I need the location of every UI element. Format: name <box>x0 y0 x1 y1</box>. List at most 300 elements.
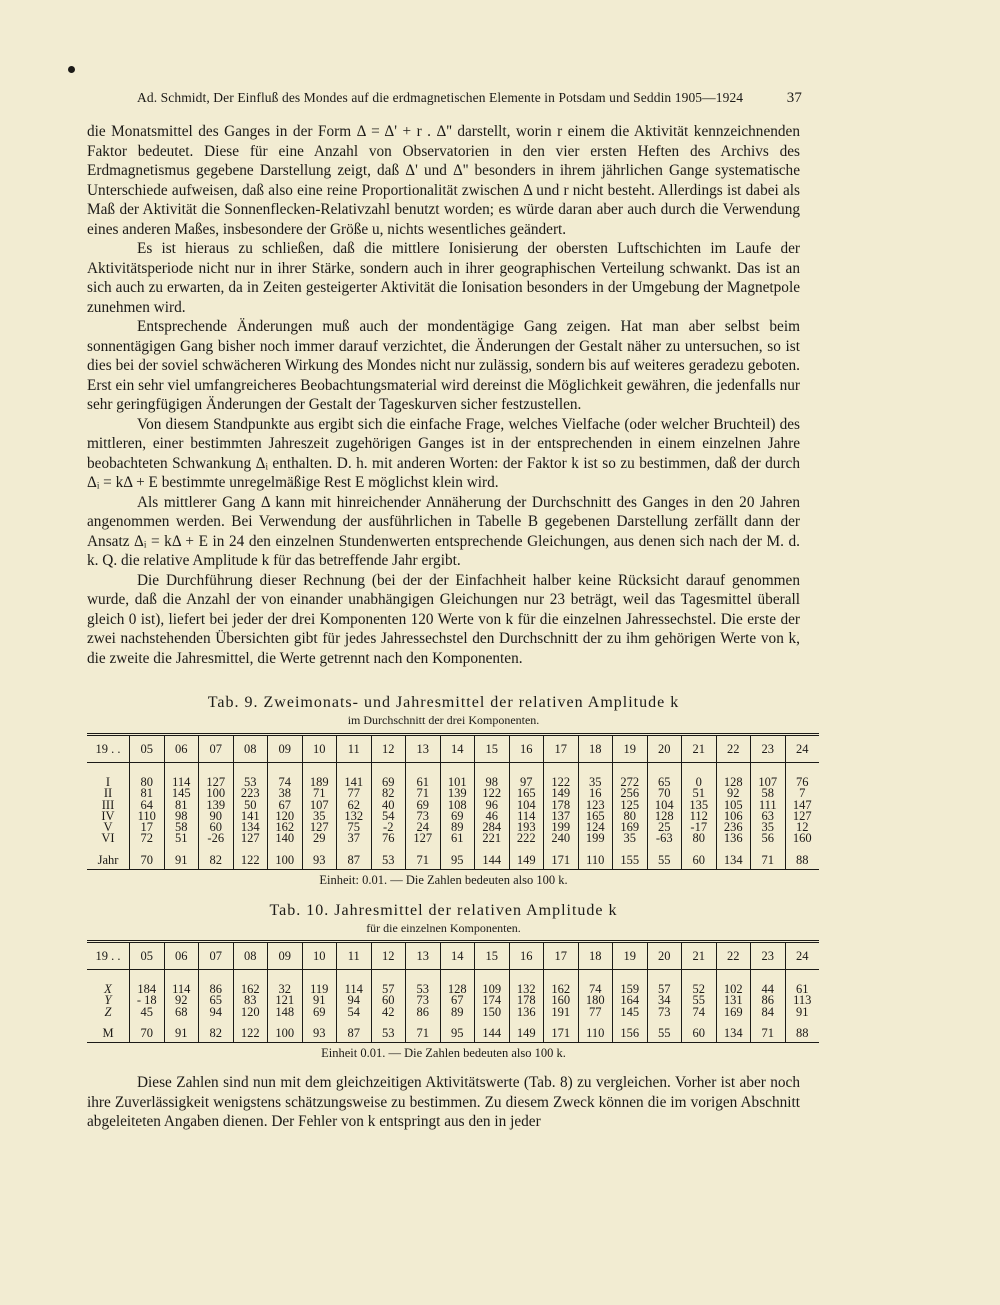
table-cell: 169 <box>613 822 648 833</box>
table-cell: 46 <box>475 811 510 822</box>
year-header: 18 <box>578 942 613 970</box>
table-cell: 98 <box>164 811 199 822</box>
table-cell: 107 <box>302 800 337 811</box>
table-cell: 69 <box>371 763 406 789</box>
table-cell: 51 <box>682 788 717 799</box>
table-cell: 93 <box>302 845 337 870</box>
year-header: 17 <box>544 735 579 763</box>
year-header: 08 <box>233 942 268 970</box>
year-header: 09 <box>268 942 303 970</box>
table-cell: 144 <box>475 1018 510 1043</box>
table-cell: 128 <box>647 811 682 822</box>
table-cell: 74 <box>578 970 613 996</box>
table-cell: 127 <box>785 811 819 822</box>
row-label: X <box>104 982 112 996</box>
table-cell: 82 <box>199 1018 234 1043</box>
table-cell: 35 <box>751 822 786 833</box>
table-cell: 156 <box>613 1018 648 1043</box>
table-cell: 114 <box>337 970 372 996</box>
year-header: 21 <box>682 735 717 763</box>
paragraph: die Monatsmittel des Ganges in der Form Δ = Δ' + r . Δ'' darstellt, worin r einem die Aktivität kennzeichnenden Faktor bedeutet. Diese für eine Anzahl von Observatorien in den vier ersten Heften des Archivs des Erdmagnetismus gegebene Darstellung zeigt, daß Δ' und Δ'' besonders in ihrem jährlichen Gange systematische Unterschiede aufweisen, daß also eine reine Proportionalität zwischen Δ und r nicht besteht. Allerdings ist dabei als Maß der Aktivität die Sonnenflecken-Relativzahl benutzt worden; es würde daran aber auch durch die Verwendung eines anderen Maßes, insbesondere der Größe u, nichts wesentliches geändert. <box>87 123 800 238</box>
table-cell: 122 <box>233 1018 268 1043</box>
table-cell: 123 <box>578 800 613 811</box>
table-cell: 112 <box>682 811 717 822</box>
table-cell: 122 <box>475 788 510 799</box>
table-cell: -2 <box>371 822 406 833</box>
table-cell: 91 <box>302 995 337 1006</box>
table-cell: 74 <box>268 763 303 789</box>
table-cell: 51 <box>164 833 199 844</box>
year-header: 23 <box>751 735 786 763</box>
table-cell: 256 <box>613 788 648 799</box>
table-cell: 92 <box>164 995 199 1006</box>
year-header: 10 <box>302 735 337 763</box>
table-cell: 171 <box>544 845 579 870</box>
running-head <box>137 90 802 106</box>
table-cell: 35 <box>578 763 613 789</box>
table-cell: 88 <box>785 845 819 870</box>
table-cell: 160 <box>785 833 819 844</box>
table-cell: 34 <box>647 995 682 1006</box>
table-cell: 86 <box>199 970 234 996</box>
table-cell: 97 <box>509 763 544 789</box>
margin-dot <box>68 66 75 73</box>
table-cell: 87 <box>337 845 372 870</box>
table-cell: 67 <box>268 800 303 811</box>
table-cell: 162 <box>233 970 268 996</box>
table-cell: 38 <box>268 788 303 799</box>
row-label: Jahr <box>87 845 130 870</box>
table-cell: 155 <box>613 845 648 870</box>
table-cell: 148 <box>268 1007 303 1018</box>
table-cell: 165 <box>509 788 544 799</box>
table-cell: 35 <box>302 811 337 822</box>
table-cell: 54 <box>337 1007 372 1018</box>
table-cell: 125 <box>613 800 648 811</box>
table-cell: 64 <box>130 800 165 811</box>
table-cell: 57 <box>647 970 682 996</box>
table-cell: 221 <box>475 833 510 844</box>
table-cell: 55 <box>647 1018 682 1043</box>
table-cell: 54 <box>371 811 406 822</box>
table-row <box>87 763 819 789</box>
table-cell: 73 <box>406 811 441 822</box>
table-cell: 94 <box>199 1007 234 1018</box>
table-cell: 127 <box>233 833 268 844</box>
year-header: 07 <box>199 735 234 763</box>
table9-caption <box>87 694 800 728</box>
table-cell: 71 <box>406 1018 441 1043</box>
table-cell: 45 <box>130 1007 165 1018</box>
table-cell: 240 <box>544 833 579 844</box>
table-cell: 73 <box>647 1007 682 1018</box>
year-header: 16 <box>509 735 544 763</box>
year-header: 22 <box>716 735 751 763</box>
table-cell: 55 <box>647 845 682 870</box>
table-cell: 61 <box>440 833 475 844</box>
table-cell: 71 <box>302 788 337 799</box>
year-header: 24 <box>785 735 819 763</box>
table-cell: 16 <box>578 788 613 799</box>
table-cell: 111 <box>751 800 786 811</box>
table-cell: 165 <box>578 811 613 822</box>
table-cell: 124 <box>578 822 613 833</box>
row-label: III <box>101 797 115 812</box>
table9-title: Tab. 9. Zweimonats- und Jahresmittel der relativen Amplitude k <box>207 694 680 711</box>
year-header: 19 <box>613 942 648 970</box>
table-cell: 52 <box>682 970 717 996</box>
table-cell: 178 <box>509 995 544 1006</box>
table-cell: 58 <box>751 788 786 799</box>
table-cell: 180 <box>578 995 613 1006</box>
table-cell: 136 <box>716 833 751 844</box>
table-cell: 80 <box>130 763 165 789</box>
table-cell: 91 <box>164 845 199 870</box>
row-label: Y <box>104 993 112 1008</box>
year-header: 19 <box>613 735 648 763</box>
table-cell: 127 <box>406 833 441 844</box>
table-cell: 17 <box>130 822 165 833</box>
table-cell: 89 <box>440 822 475 833</box>
table-cell: 80 <box>682 833 717 844</box>
year-header: 07 <box>199 942 234 970</box>
table-cell: 71 <box>406 788 441 799</box>
table-cell: - 18 <box>130 995 165 1006</box>
year-header: 18 <box>578 735 613 763</box>
table-cell: 35 <box>613 833 648 844</box>
year-header: 15 <box>475 942 510 970</box>
paragraph: Entsprechende Änderungen muß auch der mondentägige Gang zeigen. Hat man aber selbst beim sonnentägigen Gang bisher noch immer darauf verzichtet, die Änderungen der Gestalt näher zu untersuchen, so ist dies bei der soviel schwächeren Wirkung des Mondes nicht nur zulässig, sondern bis auf weiteres geradezu geboten. Erst ein sehr viel umfangreicheres Beobachtungsmaterial wird dereinst die Möglichkeit gewähren, die jedenfalls nur sehr geringfügigen Änderungen der Gestalt der Tageskurven sicher festzustellen. <box>87 318 800 413</box>
table-cell: 222 <box>509 833 544 844</box>
table-cell: 139 <box>440 788 475 799</box>
table-cell: 12 <box>785 822 819 833</box>
table-cell: 77 <box>337 788 372 799</box>
table-cell: 189 <box>302 763 337 789</box>
table-cell: 174 <box>475 995 510 1006</box>
year-header: 12 <box>371 735 406 763</box>
table-cell: 162 <box>544 970 579 996</box>
table-cell: 70 <box>130 845 165 870</box>
row-label: I <box>105 775 111 789</box>
table-cell: 82 <box>371 788 406 799</box>
table-cell: 93 <box>302 1018 337 1043</box>
table-cell: 100 <box>268 1018 303 1043</box>
table-cell: 109 <box>475 970 510 996</box>
table-cell: 94 <box>337 995 372 1006</box>
paragraph: Die Durchführung dieser Rechnung (bei der der Einfachheit halber keine Rücksicht darauf genommen wurde, daß die Anzahl der von einander unabhängigen Gleichungen nur 23 beträgt, weil das Tagesmittel überall gleich 0 ist), liefert bei jeder der drei Komponenten 120 Werte von k für die einzelnen Jahressechstel. Die erste der zwei nachstehenden Übersichten gibt für jedes Jahressechstel den Durchschnitt der zu ihm gehörigen Werte von k, die zweite die Jahresmittel, die Werte getrennt nach den Komponenten. <box>87 571 800 667</box>
table-row <box>87 845 819 870</box>
table-cell: 134 <box>233 822 268 833</box>
table-cell: 164 <box>613 995 648 1006</box>
table-cell: 101 <box>440 763 475 789</box>
row-label: II <box>103 786 113 801</box>
table-cell: 272 <box>613 763 648 789</box>
table-cell: 106 <box>716 811 751 822</box>
year-header: 16 <box>509 942 544 970</box>
table-cell: 72 <box>130 833 165 844</box>
year-header: 11 <box>337 735 372 763</box>
row-label: Z <box>104 1004 112 1019</box>
table-cell: 191 <box>544 1007 579 1018</box>
table-cell: 134 <box>716 1018 751 1043</box>
table-cell: -63 <box>647 833 682 844</box>
table10-caption <box>87 902 800 936</box>
year-header: 06 <box>164 735 199 763</box>
table-cell: 223 <box>233 788 268 799</box>
table-cell: 90 <box>199 811 234 822</box>
table-cell: 114 <box>164 763 199 789</box>
table-cell: 141 <box>233 811 268 822</box>
table-cell: 71 <box>751 1018 786 1043</box>
table-cell: 57 <box>371 970 406 996</box>
paragraph: Als mittlerer Gang Δ kann mit hinreichender Annäherung der Durchschnitt des Ganges in den 20 Jahren angenommen werden. Bei Verwendung der ausführlichen in Tabelle B gegebenen Darstellung zerfällt dann der Ansatz Δᵢ = kΔ + E in 24 den einzelnen Stundenwerten entsprechende Gleichungen, aus denen sich nach der M. d. k. Q. die relative Amplitude k für das betreffende Jahr ergibt. <box>87 493 800 569</box>
year-header: 23 <box>751 942 786 970</box>
table9 <box>87 733 819 870</box>
row-label: M <box>87 1018 130 1043</box>
table-cell: 77 <box>578 1007 613 1018</box>
table-cell: 236 <box>716 822 751 833</box>
table10 <box>87 940 819 1043</box>
table-cell: 199 <box>544 822 579 833</box>
table-cell: 159 <box>613 970 648 996</box>
table-cell: 113 <box>785 995 819 1006</box>
table-cell: 73 <box>406 995 441 1006</box>
paragraph: Es ist hieraus zu schließen, daß die mittlere Ionisierung der obersten Luftschichten im Laufe der Aktivitätsperiode nicht nur in ihrer Stärke, sondern auch in ihrer geographischen Verteilung schwankt. Das ist an sich auch zu erwarten, da in Zeiten gesteigerter Aktivität die Ionisation besonders in der Umgebung der Magnetpole zunehmen wird. <box>87 240 800 316</box>
table-cell: 169 <box>716 1007 751 1018</box>
table-cell: 95 <box>440 845 475 870</box>
table-cell: 135 <box>682 800 717 811</box>
table-cell: 131 <box>716 995 751 1006</box>
table-cell: 70 <box>647 788 682 799</box>
table-cell: 139 <box>199 800 234 811</box>
table-cell: 171 <box>544 1018 579 1043</box>
table-cell: 178 <box>544 800 579 811</box>
table-cell: 7 <box>785 788 819 799</box>
year-header: 10 <box>302 942 337 970</box>
table-cell: 55 <box>682 995 717 1006</box>
table-cell: 69 <box>440 811 475 822</box>
row-label: V <box>103 820 113 835</box>
table-cell: 42 <box>371 1007 406 1018</box>
body-text <box>87 122 800 668</box>
table-cell: 137 <box>544 811 579 822</box>
table-cell: 86 <box>406 1007 441 1018</box>
table-cell: 114 <box>509 811 544 822</box>
table-cell: 80 <box>613 811 648 822</box>
table-cell: 95 <box>440 1018 475 1043</box>
table10-note: Einheit 0.01. — Die Zahlen bedeuten also 100 k. <box>321 1046 566 1060</box>
table-cell: 70 <box>130 1018 165 1043</box>
table-cell: 89 <box>440 1007 475 1018</box>
table-cell: 65 <box>199 995 234 1006</box>
year-header: 24 <box>785 942 819 970</box>
table-cell: 84 <box>751 1007 786 1018</box>
table-cell: 102 <box>716 970 751 996</box>
table-cell: -17 <box>682 822 717 833</box>
table-cell: 132 <box>337 811 372 822</box>
year-header: 06 <box>164 942 199 970</box>
row-label: VI <box>101 831 115 846</box>
table-cell: 91 <box>164 1018 199 1043</box>
paragraph: Von diesem Standpunkte aus ergibt sich die einfache Frage, welches Vielfache (oder welcher Bruchteil) des mittleren, einer bestimmten Jahreszeit zugehörigen Ganges ist in der entsprechenden in einem einzelnen Jahre beobachteten Schwankung Δᵢ enthalten. D. h. mit anderen Worten: der Faktor k ist so zu bestimmen, daß der durch Δᵢ = kΔ + E bestimmte unregelmäßige Rest E möglichst klein wird. <box>87 415 800 491</box>
table-cell: 82 <box>199 845 234 870</box>
table-cell: 91 <box>785 1007 819 1018</box>
table-cell: 107 <box>751 763 786 789</box>
table-cell: 132 <box>509 970 544 996</box>
table-cell: 147 <box>785 800 819 811</box>
year-header: 14 <box>440 735 475 763</box>
table-cell: 76 <box>371 833 406 844</box>
closing-text <box>87 1073 800 1132</box>
table-cell: 53 <box>406 970 441 996</box>
table-cell: 122 <box>233 845 268 870</box>
table-cell: 65 <box>647 763 682 789</box>
table-cell: 56 <box>751 833 786 844</box>
year-header: 21 <box>682 942 717 970</box>
table-cell: 96 <box>475 800 510 811</box>
year-header: 20 <box>647 942 682 970</box>
table-cell: 162 <box>268 822 303 833</box>
paragraph: Diese Zahlen sind nun mit dem gleichzeitigen Aktivitätswerte (Tab. 8) zu vergleichen. Vorher ist aber noch ihre Zuverlässigkeit wenigstens schätzungsweise zu bestimmen. Zu diesem Zweck können die im vorigen Abschnitt abgeleiteten Angaben dienen. Der Fehler von k entspringt aus den in jeder <box>87 1074 800 1130</box>
table-row <box>87 833 819 844</box>
table-cell: 60 <box>682 1018 717 1043</box>
table-cell: 76 <box>785 763 819 789</box>
table-cell: 128 <box>716 763 751 789</box>
table-cell: 105 <box>716 800 751 811</box>
table-cell: 68 <box>164 1007 199 1018</box>
table-cell: 53 <box>371 845 406 870</box>
table-cell: 50 <box>233 800 268 811</box>
table-cell: 145 <box>613 1007 648 1018</box>
table-cell: 110 <box>578 1018 613 1043</box>
year-prefix-header: 19 . . <box>87 942 130 970</box>
year-header: 14 <box>440 942 475 970</box>
table-cell: 0 <box>682 763 717 789</box>
table-cell: 32 <box>268 970 303 996</box>
table-cell: 100 <box>199 788 234 799</box>
table10-title: Tab. 10. Jahresmittel der relativen Amplitude k <box>269 902 618 919</box>
table-cell: 114 <box>164 970 199 996</box>
table-cell: 62 <box>337 800 372 811</box>
table-cell: 136 <box>509 1007 544 1018</box>
table-cell: 150 <box>475 1007 510 1018</box>
year-header: 17 <box>544 942 579 970</box>
table-cell: 63 <box>751 811 786 822</box>
table-row <box>87 1018 819 1043</box>
year-header: 20 <box>647 735 682 763</box>
table-cell: 40 <box>371 800 406 811</box>
table-cell: 83 <box>233 995 268 1006</box>
table-cell: 160 <box>544 995 579 1006</box>
table-cell: 100 <box>268 845 303 870</box>
page-number: 37 <box>786 90 802 106</box>
year-header: 08 <box>233 735 268 763</box>
table-cell: 199 <box>578 833 613 844</box>
year-header: 15 <box>475 735 510 763</box>
table-cell: 110 <box>578 845 613 870</box>
table-cell: 86 <box>751 995 786 1006</box>
table-cell: 284 <box>475 822 510 833</box>
table-cell: 140 <box>268 833 303 844</box>
table-cell: 144 <box>475 845 510 870</box>
table-cell: 29 <box>302 833 337 844</box>
table-cell: 104 <box>647 800 682 811</box>
table-row <box>87 1007 819 1018</box>
table-cell: 67 <box>440 995 475 1006</box>
table-cell: 121 <box>268 995 303 1006</box>
table-cell: 61 <box>785 970 819 996</box>
table-cell: 92 <box>716 788 751 799</box>
table-cell: 44 <box>751 970 786 996</box>
table9-subtitle: im Durchschnitt der drei Komponenten. <box>347 713 540 727</box>
table-cell: 127 <box>302 822 337 833</box>
table-cell: 145 <box>164 788 199 799</box>
year-prefix-header: 19 . . <box>87 735 130 763</box>
table-cell: 141 <box>337 763 372 789</box>
table-cell: 75 <box>337 822 372 833</box>
table-cell: 149 <box>509 845 544 870</box>
year-header: 05 <box>130 735 165 763</box>
table-cell: 149 <box>544 788 579 799</box>
table-cell: 127 <box>199 763 234 789</box>
table-cell: 184 <box>130 970 165 996</box>
year-header: 13 <box>406 942 441 970</box>
table-cell: 60 <box>199 822 234 833</box>
table-cell: 88 <box>785 1018 819 1043</box>
table-cell: 81 <box>130 788 165 799</box>
table-cell: 122 <box>544 763 579 789</box>
year-header: 05 <box>130 942 165 970</box>
table9-note: Einheit: 0.01. — Die Zahlen bedeuten also 100 k. <box>319 873 568 887</box>
table-cell: 25 <box>647 822 682 833</box>
row-label: IV <box>101 808 115 823</box>
table-cell: 69 <box>302 1007 337 1018</box>
table10-subtitle: für die einzelnen Komponenten. <box>366 921 521 935</box>
table-cell: 71 <box>751 845 786 870</box>
table-cell: 128 <box>440 970 475 996</box>
table-cell: 134 <box>716 845 751 870</box>
table-cell: 110 <box>130 811 165 822</box>
table-row <box>87 970 819 996</box>
table-cell: 193 <box>509 822 544 833</box>
table-cell: 119 <box>302 970 337 996</box>
table-cell: 104 <box>509 800 544 811</box>
year-header: 22 <box>716 942 751 970</box>
table-cell: 69 <box>406 800 441 811</box>
table-cell: 120 <box>268 811 303 822</box>
table-header-row <box>87 942 819 970</box>
table-cell: 149 <box>509 1018 544 1043</box>
year-header: 11 <box>337 942 372 970</box>
table-cell: 24 <box>406 822 441 833</box>
table-cell: 74 <box>682 1007 717 1018</box>
table-cell: 87 <box>337 1018 372 1043</box>
year-header: 09 <box>268 735 303 763</box>
table-cell: 61 <box>406 763 441 789</box>
table-header-row <box>87 735 819 763</box>
table-cell: 37 <box>337 833 372 844</box>
table-cell: 120 <box>233 1007 268 1018</box>
table-cell: -26 <box>199 833 234 844</box>
year-header: 12 <box>371 942 406 970</box>
year-header: 13 <box>406 735 441 763</box>
table-cell: 60 <box>371 995 406 1006</box>
table-cell: 81 <box>164 800 199 811</box>
table-cell: 53 <box>371 1018 406 1043</box>
table-cell: 98 <box>475 763 510 789</box>
running-title: Ad. Schmidt, Der Einfluß des Mondes auf die erdmagnetischen Elemente in Potsdam und Seddin 1905—1924 <box>137 90 744 105</box>
table-cell: 71 <box>406 845 441 870</box>
